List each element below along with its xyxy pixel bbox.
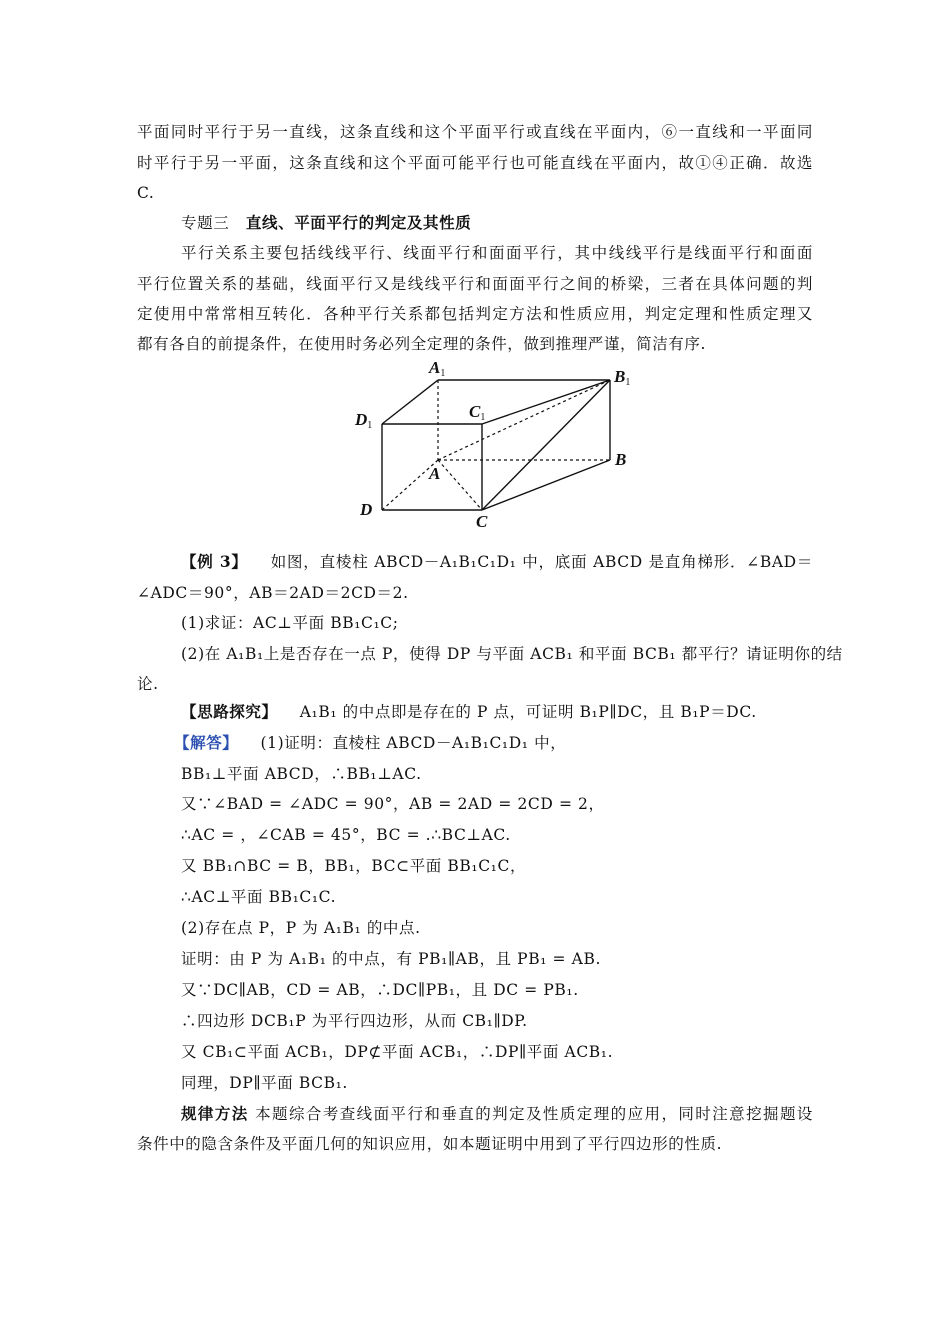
solution-line-11: 又 CB₁⊂平面 ACB₁，DP⊄平面 ACB₁，∴DP∥平面 ACB₁.	[181, 1043, 614, 1061]
topic-para-line-4: 都有各自的前提条件，在使用时务必列全定理的条件，做到推理严谨，简洁有序.	[137, 335, 707, 353]
topic-para-line-3: 定使用中常常相互转化．各种平行关系都包括判定方法和性质应用，判定定理和性质定理又	[137, 305, 813, 323]
solution-line-9: 又∵DC∥AB，CD = AB，∴DC∥PB₁，且 DC = PB₁.	[181, 981, 579, 999]
label-b1: B1	[614, 367, 631, 388]
topic-title: 直线、平面平行的判定及其性质	[245, 214, 472, 232]
example-text-1: 如图，直棱柱 ABCD－A₁B₁C₁D₁ 中，底面 ABCD 是直角梯形．∠BAD＝	[270, 553, 814, 571]
label-a1: A1	[429, 358, 446, 379]
solution-tag: 【解答】	[174, 733, 239, 752]
prism-diagram	[340, 352, 640, 532]
label-c: C	[476, 512, 488, 531]
example-q2-line-1: (2)在 A₁B₁上是否存在一点 P，使得 DP 与平面 ACB₁ 和平面 BCB₁ 都平行？请证明你的结	[181, 645, 843, 663]
diagonal-cb1	[482, 380, 610, 510]
solution-line-3: 又∵∠BAD = ∠ADC = 90°，AB = 2AD = 2CD = 2，	[181, 795, 605, 813]
solution-line-5: 又 BB₁∩BC = B，BB₁，BC⊂平面 BB₁C₁C，	[181, 857, 527, 875]
topic-heading	[181, 213, 813, 233]
solution-line-8: 证明：由 P 为 A₁B₁ 的中点，有 PB₁∥AB，且 PB₁ = AB.	[181, 950, 601, 968]
edge-cb	[482, 460, 610, 510]
method-line-2: 条件中的隐含条件及平面几何的知识应用，如本题证明中用到了平行四边形的性质.	[137, 1135, 723, 1153]
topic-para-line-1: 平行关系主要包括线线平行、线面平行和面面平行，其中线线平行是线面平行和面面	[181, 244, 813, 262]
method-tag: 规律方法	[181, 1105, 249, 1123]
solution-line-6: ∴AC⊥平面 BB₁C₁C.	[181, 888, 337, 906]
solution-text-1: (1)证明：直棱柱 ABCD－A₁B₁C₁D₁ 中，	[260, 734, 567, 752]
topic-para-line-2: 平行位置关系的基础，线面平行又是线线平行和面面平行之间的桥梁，三者在具体问题的判	[137, 275, 813, 293]
topic-label: 专题三	[181, 214, 230, 232]
example-q2-line-2: 论.	[137, 675, 159, 693]
solution-line-10: ∴四边形 DCB₁P 为平行四边形，从而 CB₁∥DP.	[181, 1012, 528, 1030]
example-line-2: ∠ADC＝90°，AB＝2AD＝2CD＝2.	[137, 584, 409, 602]
edge-ab1-hidden	[438, 380, 610, 460]
solution-line-12: 同理，DP∥平面 BCB₁.	[181, 1074, 348, 1092]
edge-a1d1	[382, 380, 438, 424]
intro-line-3: C.	[137, 184, 155, 202]
thinking-text: A₁B₁ 的中点即是存在的 P 点，可证明 B₁P∥DC，且 B₁P＝DC.	[299, 703, 757, 721]
example-line-1	[181, 552, 813, 572]
label-a: A	[429, 464, 441, 483]
solution-line-1	[174, 733, 806, 753]
example-q1: (1)求证：AC⊥平面 BB₁C₁C;	[181, 614, 399, 632]
thinking-tag: 【思路探究】	[181, 703, 278, 721]
example-tag: 【例 3】	[181, 552, 248, 571]
label-b: B	[615, 450, 627, 469]
edge-ac-hidden	[438, 460, 482, 510]
method-text-1: 本题综合考查线面平行和垂直的判定及性质定理的应用，同时注意挖掘题设	[255, 1105, 813, 1123]
thinking-line	[181, 702, 813, 722]
label-c1: C1	[469, 402, 486, 423]
label-d: D	[360, 500, 373, 519]
solution-line-7: (2)存在点 P，P 为 A₁B₁ 的中点.	[181, 919, 421, 937]
edge-c1b1	[482, 380, 610, 424]
intro-line-2: 时平行于另一平面，这条直线和这个平面可能平行也可能直线在平面内，故①④正确．故选	[137, 154, 813, 172]
prism-figure	[340, 352, 640, 532]
label-d1: D1	[355, 410, 373, 431]
solution-line-2: BB₁⊥平面 ABCD，∴BB₁⊥AC.	[181, 765, 422, 783]
solution-line-4: ∴AC = ，∠CAB = 45°，BC = .∴BC⊥AC.	[181, 826, 511, 844]
method-line-1	[181, 1104, 813, 1124]
intro-line-1: 平面同时平行于另一直线，这条直线和这个平面平行或直线在平面内，⑥一直线和一平面同	[137, 123, 813, 141]
